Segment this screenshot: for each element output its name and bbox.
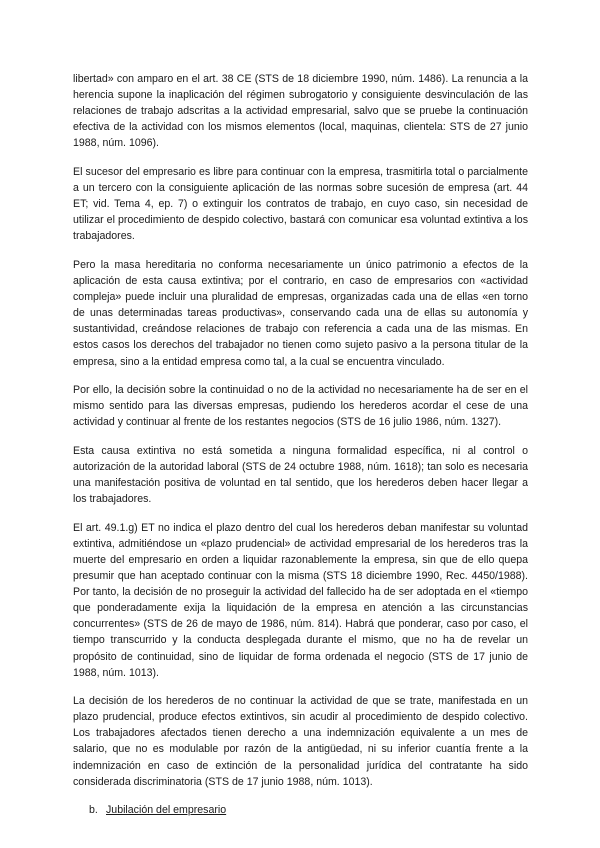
section-marker: b. xyxy=(89,804,98,817)
paragraph-7: La decisión de los herederos de no continuar la actividad de que se trate, manifestada en un plazo prudencial, produce efectos extintivos, sin acudir al procedimiento de despido colectivo. Los trabajadores afectados tienen derecho a una indemnización equivalente a un mes de salario, que no es modulable por razón de la antigüedad, ni su inferior cuantía frente a la indemnización en caso de extinción de la personalidad jurídica del contratante ha sido considerada discriminatoria (STS de 17 junio 1988, núm. 1013). xyxy=(73,695,528,788)
section-title: Jubilación del empresario xyxy=(106,804,227,817)
paragraph-2: El sucesor del empresario es libre para continuar con la empresa, trasmitirla total o parcialmente a un tercero con la consiguiente aplicación de las normas sobre sucesión de empresa (art. 44 ET; vid. Tema 4, ep. 7) o extinguir los contratos de trabajo, en cuyo caso, sin necesidad de utilizar el procedimiento de despido colectivo, bastará con comunicar esa voluntad extintiva a los trabajadores. xyxy=(73,165,528,243)
paragraph-5: Esta causa extintiva no está sometida a ninguna formalidad específica, ni al control o autorización de la autoridad laboral (STS de 24 octubre 1988, núm. 1618); tan solo es necesaria una manifestación positiva de voluntad en tal sentido, que los herederos deben hacer llegar a los trabajadores. xyxy=(73,444,528,506)
paragraph-1: libertad» con amparo en el art. 38 CE (STS de 18 diciembre 1990, núm. 1486). La renuncia a la herencia supone la inaplicación del régimen subrogatorio y consiguiente desvinculación de las relaciones de trabajo adscritas a la actividad empresarial, salvo que se pruebe la continuación efectiva de la actividad con los mismos elementos (local, maquinas, clientela: STS de 27 junio 1988, núm. 1096). xyxy=(73,73,528,150)
document-page xyxy=(73,71,528,818)
section-heading xyxy=(73,802,528,818)
paragraph-4: Por ello, la decisión sobre la continuidad o no de la actividad no necesariamente ha de ser en el mismo sentido para las diversas empresas, pudiendo los herederos acordar el cese de una actividad y continuar al frente de los restantes negocios (STS de 16 julio 1986, núm. 1327). xyxy=(73,384,528,429)
paragraph-6: El art. 49.1.g) ET no indica el plazo dentro del cual los herederos deban manifestar su voluntad extintiva, admitiéndose un «plazo prudencial» de actividad empresarial de los herederos tras la muerte del empresario en orden a liquidar razonablemente la empresa, sin que de ello quepa presumir que han aceptado continuar con la misma (STS 18 diciembre 1990, Rec. 4450/1988). Por tanto, la decisión de no proseguir la actividad del fallecido ha de ser adoptada en el «tiempo que ponderadamente exija la liquidación de la empresa en atención a las circunstancias concurrentes» (STS de 26 de mayo de 1986, núm. 814). Habrá que ponderar, caso por caso, el tiempo transcurrido y la conducta desplegada durante el mismo, que no ha de revelar un propósito de continuidad, sino de liquidar de forma ordenada el negocio (STS de 17 junio de 1988, núm. 1013). xyxy=(73,521,528,679)
paragraph-3: Pero la masa hereditaria no conforma necesariamente un único patrimonio a efectos de la aplicación de esta causa extintiva; por el contrario, en caso de empresarios con «actividad compleja» puede incluir una pluralidad de empresas, organizadas cada una de ellas «en torno de unas determinadas tareas productivas», conservando cada una de ellas su autonomía y sustantividad, creándose relaciones de trabajo con referencia a cada una de las mismas. En estos casos los derechos del trabajador no tienen como sujeto pasivo a la persona titular de la empresa, sino a la entidad empresa como tal, a la cual se encuentra vinculado. xyxy=(73,258,528,368)
